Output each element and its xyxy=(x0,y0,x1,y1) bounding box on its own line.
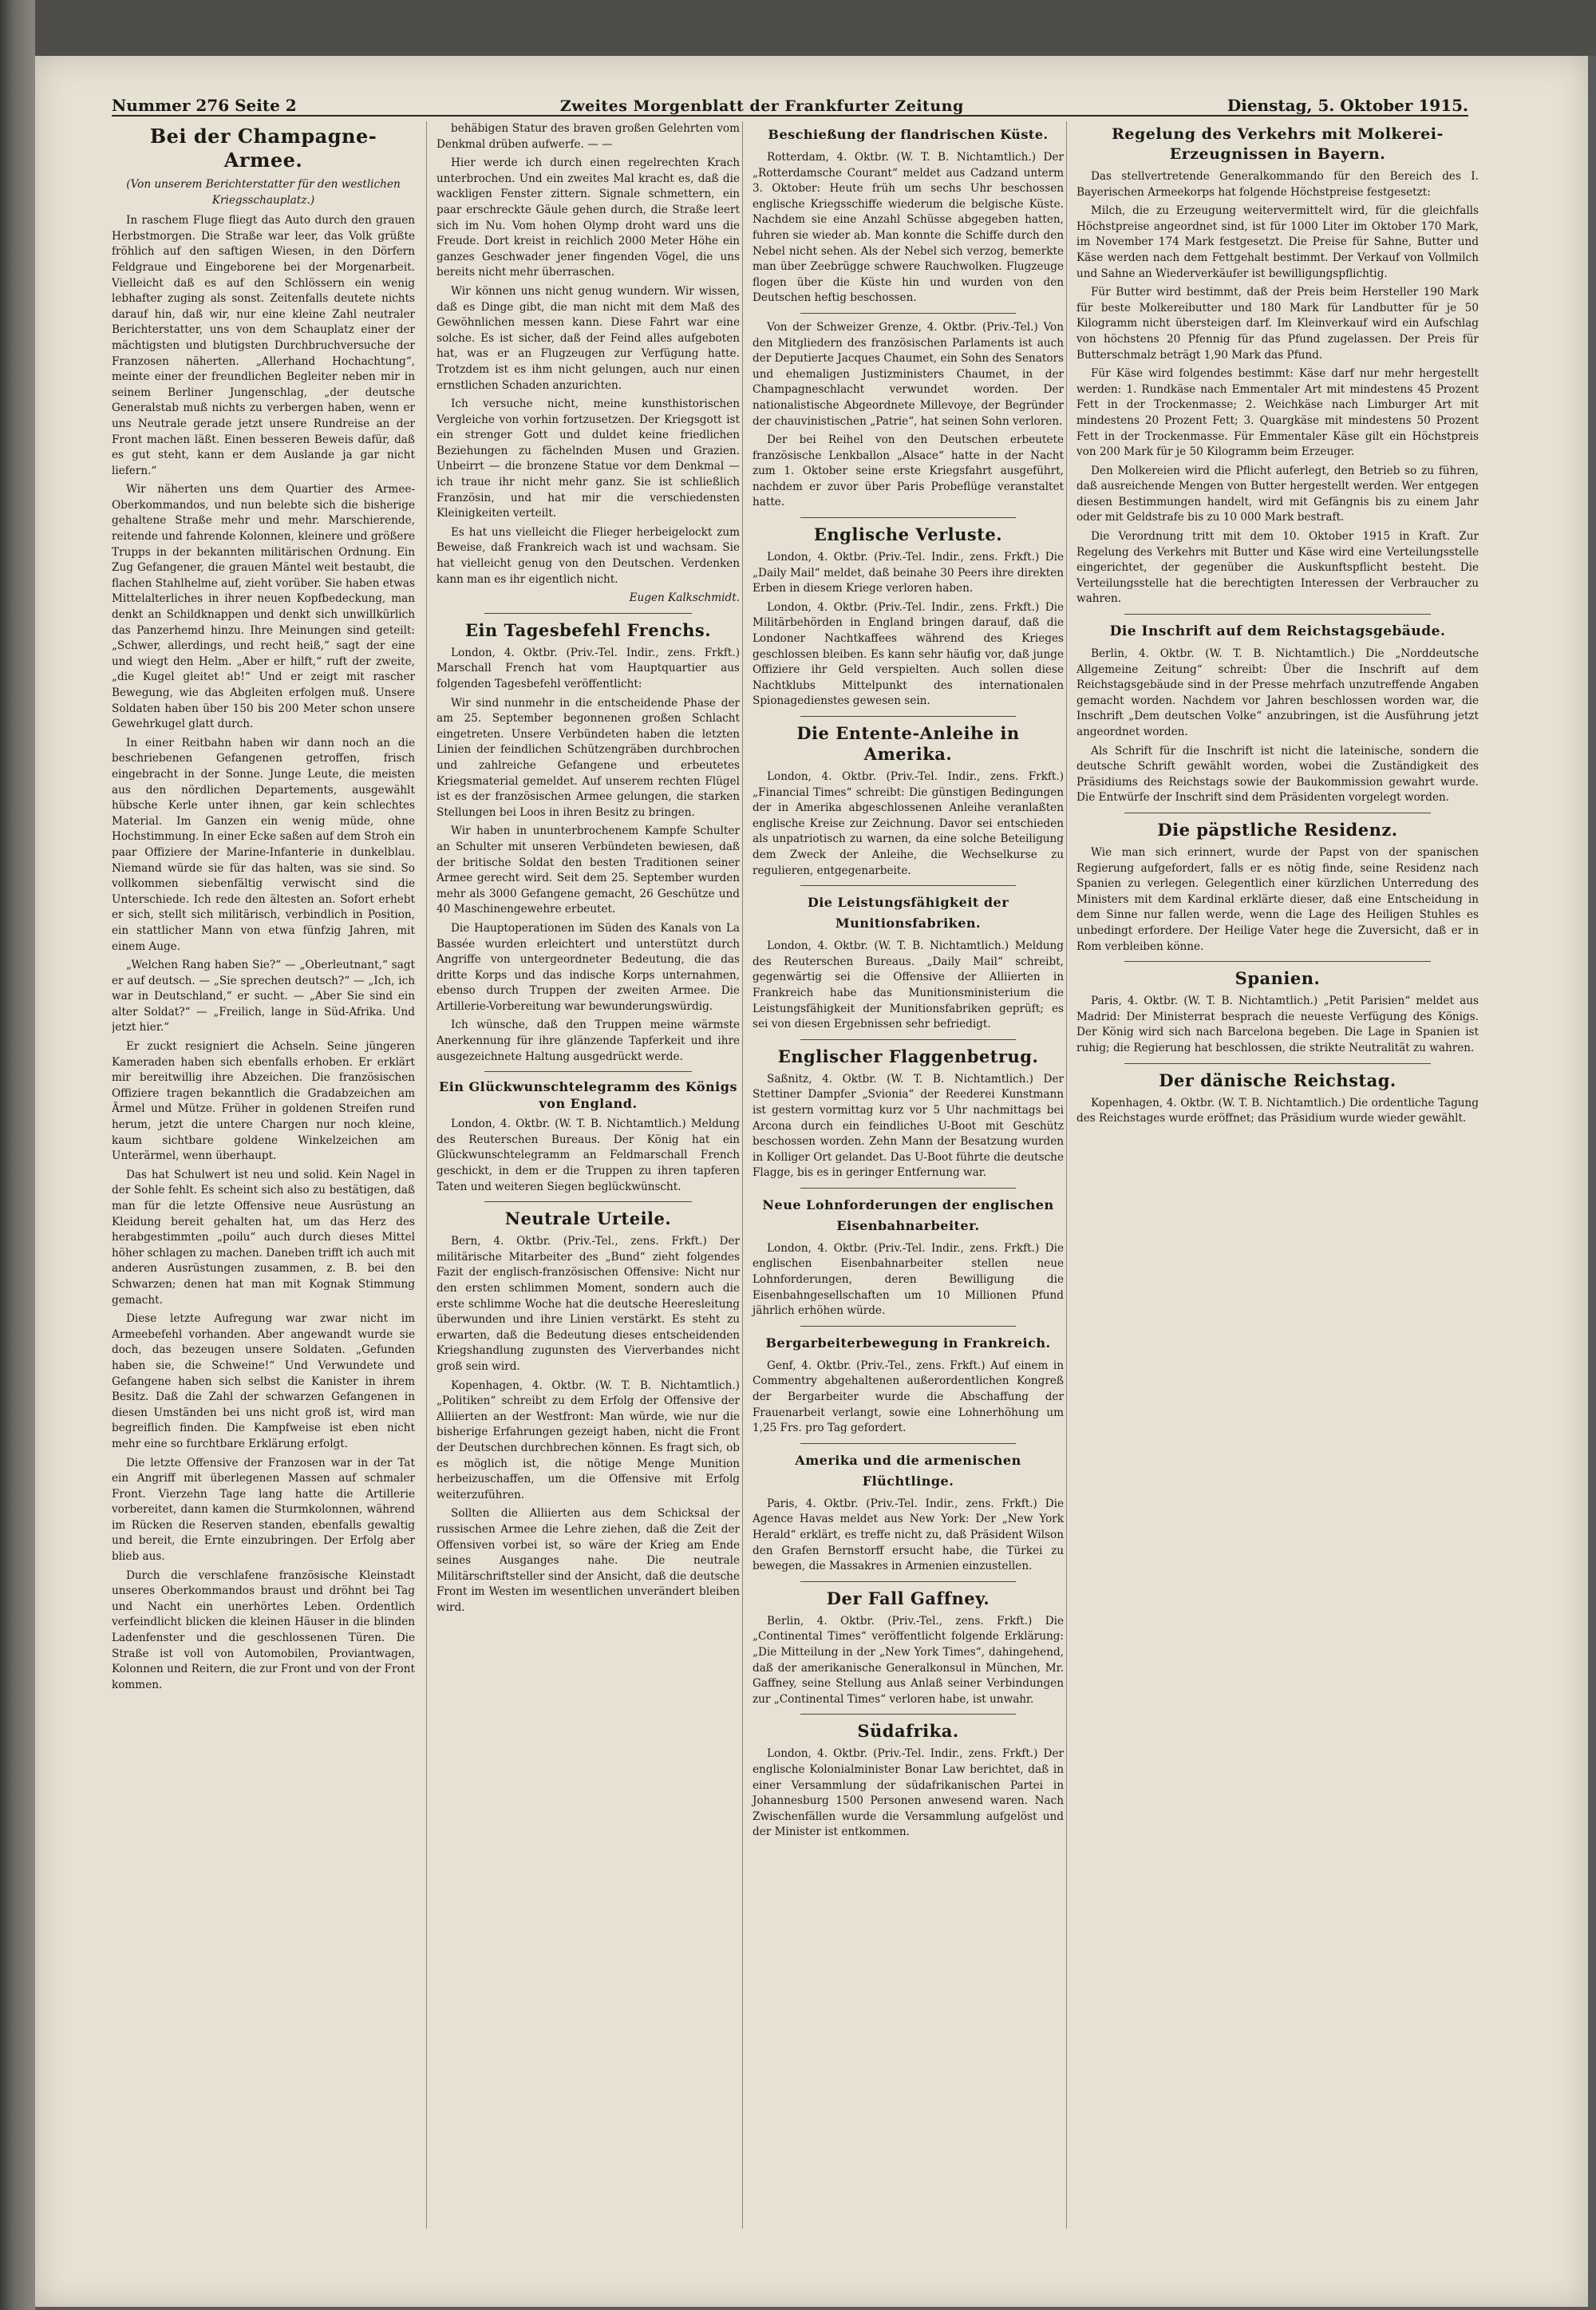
article-subtitle: (Von unserem Berichterstatter für den westlichen Kriegsschauplatz.) xyxy=(126,178,401,207)
column-4 xyxy=(1066,121,1479,2229)
paragraph: Die Verordnung tritt mit dem 10. Oktober 1915 in Kraft. Zur Regelung des Verkehrs mit Butter und Käse wird eine Verteilungsstelle eingerichtet, der gegenüber die Auskunftspflicht besteht. Die Verteilungsstelle hat die berechtigten Interessen der Verbraucher zu wahren. xyxy=(1077,530,1479,606)
page-number: Nummer 276 Seite 2 xyxy=(112,96,297,115)
article-title: Die Entente-Anleihe in Amerika. xyxy=(796,723,1020,764)
article-title: Südafrika. xyxy=(857,1721,959,1742)
paragraph: Berlin, 4. Oktbr. (Priv.-Tel., zens. Frkft.) Die „Continental Times“ veröffentlicht folgende Erklärung: „Die Mitteilung in der „New York Times“, dahingehend, daß der amerikanische Generalkonsul in München, Mr. Gaffney, seine Stellung aus Anlaß seiner Verbindungen zur „Continental Times“ verloren habe, ist unwahr. xyxy=(753,1614,1064,1706)
divider xyxy=(800,517,1016,518)
divider xyxy=(800,716,1016,717)
divider xyxy=(800,885,1016,886)
masthead: Zweites Morgenblatt der Frankfurter Zeitung xyxy=(559,97,964,115)
divider xyxy=(484,613,692,614)
divider xyxy=(800,1326,1016,1327)
article-title: Neutrale Urteile. xyxy=(504,1208,672,1229)
paragraph: London, 4. Oktbr. (Priv.-Tel. Indir., zens. Frkft.) Marschall French hat vom Hauptquartier aus folgenden Tagesbefehl veröffentlicht: xyxy=(437,646,740,690)
article-title: Bergarbeiterbewegung in Frankreich. xyxy=(765,1335,1051,1351)
paragraph: Saßnitz, 4. Oktbr. (W. T. B. Nichtamtlich.) Der Stettiner Dampfer „Svionia“ der Reederei Kunstmann ist gestern vormittag kurz vor 5 Uhr nachmittags bei Arcona durch ein feindliches U-Boot mit Geschütz beschossen worden. Zehn Mann der Besatzung wurden in Kolliger Ort gelandet. Das U-Boot führte die deutsche Flagge, bis es in geringer Entfernung war. xyxy=(753,1072,1064,1180)
paragraph: Milch, die zu Erzeugung weitervermittelt wird, für die gleichfalls Höchstpreise angeordnet sind, ist für 1000 Liter im Oktober 170 Mark, im November 174 Mark festgesetzt. Die Preise für Sahne, Butter und Käse werden nach dem Fettgehalt bestimmt. Der Verkauf von Vollmilch und Sahne an Wiederverkäufer ist bewilligungspflichtig. xyxy=(1077,204,1479,280)
paragraph: Wir können uns nicht genug wundern. Wir wissen, daß es Dinge gibt, die man nicht mit dem Maß des Gewöhnlichen messen kann. Diese Fahrt war eine solche. Es ist sicher, daß der Feind alles aufgeboten hat, was er an Flugzeugen zur Verfügung hatte. Trotzdem ist es ihm nicht gelungen, auch nur einen ernstlichen Schaden anzurichten. xyxy=(437,284,740,392)
article-title: Spanien. xyxy=(1235,968,1321,989)
article-title: Beschießung der flandrischen Küste. xyxy=(768,127,1049,142)
paragraph: Das stellvertretende Generalkommando für den Bereich des I. Bayerischen Armeekorps hat folgende Höchstpreise festgesetzt: xyxy=(1077,170,1479,199)
paragraph: Durch die verschlafene französische Kleinstadt unseres Oberkommandos braust und dröhnt bei Tag und Nacht ein unerhörtes Leben. Ordentlich verfeindlicht blicken die kleinen Häuser in die blinden Ladenfenster und die geschlossenen Türen. Die Straße ist voll von Automobilen, Proviantwagen, Kolonnen und Reitern, die zur Front und von der Front kommen. xyxy=(112,1568,415,1691)
paragraph: Die letzte Offensive der Franzosen war in der Tat ein Angriff mit überlegenen Massen auf schmaler Front. Vierzehn Tage lang hatte die Artillerie vorbereitet, dann kamen die Sturmkolonnen, während im Rücken die Reserven standen, ebenfalls gewaltig und bereit, die Ernte einzubringen. Der Erfolg aber blieb aus. xyxy=(112,1456,415,1564)
paragraph: Für Käse wird folgendes bestimmt: Käse darf nur mehr hergestellt werden: 1. Rundkäse nach Emmentaler Art mit mindestens 45 Prozent Fett in der Trockenmasse; 2. Weichkäse nach Limburger Art mit mindestens 20 Prozent Fett; 3. Quargkäse mit mindestens 50 Prozent Fett in der Trockenmasse. Für Emmentaler Käse gilt ein Höchstpreis von 200 Mark für je 50 Kilogramm beim Erzeuger. xyxy=(1077,367,1479,459)
divider xyxy=(1124,961,1431,962)
divider xyxy=(1124,1063,1431,1064)
paragraph: behäbigen Statur des braven großen Gelehrten vom Denkmal drüben aufwerfe. — — xyxy=(437,122,740,151)
article-title: Amerika und die armenischen Flüchtlinge. xyxy=(795,1452,1021,1489)
divider xyxy=(800,1714,1016,1715)
divider xyxy=(800,1443,1016,1444)
article-title: Die päpstliche Residenz. xyxy=(1157,819,1398,840)
article-title: Bei der Champagne-Armee. xyxy=(149,125,377,172)
paragraph: Diese letzte Aufregung war zwar nicht im Armeebefehl vorhanden. Aber angewandt wurde sie doch, das bezeugen unsere Soldaten. „Gefunden haben sie, die Schweine!“ Und Verwundete und Gefangene haben sich selbst die Kanister in ihrem Besitz. Daß die Zahl der schwarzen Gefangenen in diesen Umständen bei uns nicht groß ist, wird man begreiflich finden. Die Kampfweise ist eben nicht mehr eine so furchtbare Erklärung erfolgt. xyxy=(112,1312,415,1450)
paragraph: Das hat Schulwert ist neu und solid. Kein Nagel in der Sohle fehlt. Es scheint sich also zu bestätigen, daß man für die letzte Offensive neue Ausrüstung an Kleidung bereit gehalten hat, um das Herz des herabgestimmten „poilu“ auch durch dieses Mittel höher schlagen zu machen. Daneben trifft ich auch mit anderen Ausrüstungen zusammen, z. B. bei den Schwarzen; denen hat man mit Kognak Stimmung gemacht. xyxy=(112,1168,415,1307)
paragraph: Hier werde ich durch einen regelrechten Krach unterbrochen. Und ein zweites Mal kracht es, daß die wackligen Fenster zittern. Signale schmettern, ein paar erschreckte Gäule gehen durch, die Straße leert sich im Nu. Vom hohen Olymp droht ward uns die Freude. Dort kreist in reichlich 2000 Meter Höhe ein ganzes Geschwader jener fingenden Vögel, die uns bereits nicht mehr überraschen. xyxy=(437,156,740,279)
paragraph: Der bei Reihel von den Deutschen erbeutete französische Lenkballon „Alsace“ hatte in der Nacht zum 1. Oktober seine erste Kriegsfahrt ausgeführt, nachdem er zuvor über Paris Probeflüge veranstaltet hatte. xyxy=(753,433,1064,509)
article-title: Ein Tagesbefehl Frenchs. xyxy=(464,619,712,640)
paragraph: „Welchen Rang haben Sie?“ — „Oberleutnant,“ sagt er auf deutsch. — „Sie sprechen deutsch?“ — „Ich, ich war in Deutschland,“ er sucht. — „Aber Sie sind ein alter Soldat?“ — „Freilich, lange in Süd-Afrika. Und jetzt hier.“ xyxy=(112,959,415,1034)
paragraph: In raschem Fluge fliegt das Auto durch den grauen Herbstmorgen. Die Straße war leer, das Volk grüßte fröhlich auf den saftigen Wiesen, in den Dörfern Feldgraue und Eingeborene bei der Morgenarbeit. Vielleicht daß es auf den Schlössern ein wenig lebhafter zuging als sonst. Zeitenfalls deutete nichts darauf hin, daß wir, nur eine kleine Zahl neutraler Berichterstatter, uns von dem Schauplatz einer der mächtigsten und blutigsten Durchbruchversuche der Franzosen näherten. „Allerhand Hochachtung“, meinte einer der freundlichen Begleiter neben mir in seinem Berliner Jungenschlag, „der deutsche Generalstab muß nichts zu verbergen haben, wenn er uns Neutrale gerade jetzt unsere Rundreise an der Front machen läßt. Einen besseren Beweis dafür, daß es gut steht, kann er dem Auslande ja gar nicht liefern.“ xyxy=(112,214,415,477)
article-title: Regelung des Verkehrs mit Molkerei-Erzeugnissen in Bayern. xyxy=(1112,125,1444,163)
paragraph: Paris, 4. Oktbr. (W. T. B. Nichtamtlich.) „Petit Parisien“ meldet aus Madrid: Der Ministerrat besprach die neueste Verfügung des Königs. Der König wird sich nach Barcelona begeben. Die Lage in Spanien ist ruhig; die Regierung hat beschlossen, die strikte Neutralität zu wahren. xyxy=(1077,995,1479,1054)
book-spine xyxy=(0,0,35,2310)
column-3 xyxy=(742,121,1064,2229)
paragraph: Wir sind nunmehr in die entscheidende Phase der am 25. September begonnenen großen Schlacht eingetreten. Unsere Verbündeten haben die letzten Linien der feindlichen Schützengräben durchbrochen und zahlreiche Gefangene und erbeutetes Kriegsmaterial gemeldet. Auf unserem rechten Flügel ist es der französischen Armee gelungen, die starken Stellungen bei Loos in ihren Besitz zu bringen. xyxy=(437,696,740,819)
paragraph: Es hat uns vielleicht die Flieger herbeigelockt zum Beweise, daß Frankreich wach ist und wachsam. Sie hat vielleicht genug von den Deutschen. Verdenken kann man es ihr eigentlich nicht. xyxy=(437,525,740,586)
paragraph: Berlin, 4. Oktbr. (W. T. B. Nichtamtlich.) Die „Norddeutsche Allgemeine Zeitung“ schreibt: Über die Inschrift auf dem Reichstagsgebäude sind in der Presse mehrfach unzutreffende Angaben gemacht worden. Nachdem vor Jahren beschlossen worden war, die Inschrift „Dem deutschen Volke“ anzubringen, ist die Ausführung jetzt angeordnet worden. xyxy=(1077,647,1479,738)
paragraph: Für Butter wird bestimmt, daß der Preis beim Hersteller 190 Mark für beste Molkereibutter und 180 Mark für Landbutter für je 50 Kilogramm nicht übersteigen darf. Im Kleinverkauf wird ein Aufschlag von höchstens 20 Pfennig für das Pfund zugelassen. Der Preis für Butterschmalz beträgt 1,90 Mark das Pfund. xyxy=(1077,286,1479,362)
paragraph: London, 4. Oktbr. (W. T. B. Nichtamtlich.) Meldung des Reuterschen Bureaus. Der König hat ein Glückwunschtelegramm an Feldmarschall French geschickt, in dem er die Truppen zu ihren tapferen Taten und weiteren Siegen beglückwünscht. xyxy=(437,1117,740,1193)
paragraph: Wie man sich erinnert, wurde der Papst von der spanischen Regierung aufgefordert, falls er es nötig finde, seine Residenz nach Spanien zu verlegen. Gelegentlich einer kürzlichen Unterredung des Ministers mit dem Kardinal erklärte dieser, daß eine Entscheidung in dem Sinne nur fallen werde, wenn die Lage des Heiligen Stuhles es unbedingt erfordere. Der Heilige Vater hege die Zuversicht, daß er in Rom verbleiben könne. xyxy=(1077,845,1479,953)
paragraph: Die Hauptoperationen im Süden des Kanals von La Bassée wurden erleichtert und unterstützt durch Angriffe von untergeordneter Bedeutung, die das dritte Korps und das indische Korps unternahmen, ebenso durch Truppen der zweiten Armee. Die Artillerie-Vorbereitung war bewunderungswürdig. xyxy=(437,921,740,1013)
article-title: Neue Lohnforderungen der englischen Eisenbahnarbeiter. xyxy=(762,1197,1054,1233)
columns xyxy=(112,121,1479,2229)
divider xyxy=(800,1039,1016,1040)
paragraph: Sollten die Alliierten aus dem Schicksal der russischen Armee die Lehre ziehen, daß die Zeit der Offensiven vorbei ist, so wäre der Krieg am Ende seines Ausganges nahe. Die neutrale Militärschriftsteller sind der Ansicht, daß die deutsche Front im Westen im wesentlichen unverändert bleiben wird. xyxy=(437,1507,740,1614)
paragraph: London, 4. Oktbr. (Priv.-Tel. Indir., zens. Frkft.) Die Militärbehörden in England bringen darauf, daß die Londoner Nachtkaffees während des Krieges geschlossen bleiben. Es kann sehr häufig vor, daß junge Offiziere ihr Geld verspielten. Auch sollen diese Nachtklubs Mittelpunkt des internationalen Spionagedienstes gewesen sein. xyxy=(753,600,1064,708)
article-title: Ein Glückwunschtelegramm des Königs von England. xyxy=(439,1079,737,1112)
divider xyxy=(1124,614,1431,615)
article-title: Englischer Flaggenbetrug. xyxy=(777,1046,1039,1066)
article-title: Die Leistungsfähigkeit der Munitionsfabriken. xyxy=(807,895,1009,932)
paragraph: Ich wünsche, daß den Truppen meine wärmste Anerkennung für ihre glänzende Tapferkeit und ihre ausgezeichnete Haltung ausgedrückt werde. xyxy=(437,1019,740,1063)
divider xyxy=(800,313,1016,314)
column-2 xyxy=(426,121,740,2229)
paragraph: Den Molkereien wird die Pflicht auferlegt, den Betrieb so zu führen, daß ausreichende Mengen von Butter hergestellt werden. Wer entgegen diesen Bestimmungen handelt, wird mit Gefängnis bis zu einem Jahr oder mit Geldstrafe bis zu 10 000 Mark bestraft. xyxy=(1077,464,1479,524)
article-title: Der dänische Reichstag. xyxy=(1159,1070,1396,1090)
paragraph: Kopenhagen, 4. Oktbr. (W. T. B. Nichtamtlich.) Die ordentliche Tagung des Reichstages wurde eröffnet; das Präsidium wurde wieder gewählt. xyxy=(1077,1096,1479,1125)
scan-top-margin xyxy=(35,0,1596,56)
column-1 xyxy=(112,121,415,2229)
paragraph: Er zuckt resigniert die Achseln. Seine jüngeren Kameraden haben sich ebenfalls erhoben. Er erklärt mir bereitwillig ihre Abzeichen. Die französischen Offiziere tragen bekanntlich die Gradabzeichen am Ärmel und Mütze. Früher in goldenen Streifen rund herum, jetzt die untere Chargen nur noch kleine, kaum sichtbare goldene Winkelzeichen am Unterärmel, wenn überhaupt. xyxy=(112,1040,415,1163)
paragraph: Rotterdam, 4. Oktbr. (W. T. B. Nichtamtlich.) Der „Rotterdamsche Courant“ meldet aus Cadzand unterm 3. Oktober: Heute früh um sechs Uhr beschossen englische Kriegsschiffe wiederum die belgische Küste. Nachdem sie eine Anzahl Schüsse abgegeben hatten, fuhren sie wieder ab. Man konnte die Schiffe durch den Nebel nicht sehen. Als der Nebel sich verzog, bemerkte man über Zeebrügge schwere Rauchwolken. Flugzeuge flogen über die Küste hin und wurden von den Deutschen heftig beschossen. xyxy=(753,151,1064,305)
article-title: Die Inschrift auf dem Reichstagsgebäude. xyxy=(1109,623,1446,640)
divider xyxy=(484,1201,692,1202)
paragraph: London, 4. Oktbr. (Priv.-Tel. Indir., zens. Frkft.) „Financial Times“ schreibt: Die günstigen Bedingungen der in Amerika abgeschlossenen Anleihe veranlaßten englische Kreise zur Zeichnung. Davor sei entschieden als unpatriotisch zu warnen, da eine solche Beteiligung dem Zweck der Anleihe, die Wechselkurse zu regulieren, entgegenarbeite. xyxy=(753,770,1064,877)
paragraph: London, 4. Oktbr. (Priv.-Tel. Indir., zens. Frkft.) Der englische Kolonialminister Bonar Law berichtet, daß in einer Versammlung der südafrikanischen Partei in Johannesburg 1500 Personen anwesend waren. Nach Zwischenfällen wurde die Versammlung aufgelöst und der Minister ist entkommen. xyxy=(753,1747,1064,1839)
author-signature: Eugen Kalkschmidt. xyxy=(629,591,740,605)
paragraph: Genf, 4. Oktbr. (Priv.-Tel., zens. Frkft.) Auf einem in Commentry abgehaltenen außerordentlichen Kongreß der Bergarbeiter wurde die Abschaffung der Frauenarbeit verlangt, sowie eine Lohnerhöhung um 1,25 Frs. pro Tag gefordert. xyxy=(753,1359,1064,1435)
article-title: Der Fall Gaffney. xyxy=(826,1588,990,1608)
paragraph: Wir näherten uns dem Quartier des Armee-Oberkommandos, und nun belebte sich die bisherige gehaltene Straße mehr und mehr. Marschierende, reitende und fahrende Kolonnen, kleinere und größere Trupps in der bekannten militärischen Ordnung. Ein Zug Gefangener, die grauen Mäntel weit bestaubt, die flachen Stahlhelme auf, zieht vorüber. Sie haben etwas Mittelalterliches in ihrer neuen Kopfbedeckung, man denkt an Schildknappen und denkt sich unwillkürlich das Panzerhemd hinzu. Ihre Meinungen sind geteilt: „Schwer, allerdings, und recht heiß,“ sagt der eine und wiegt den Helm. „Aber er hilft,“ ruft der zweite, „die Kugel gleitet ab!“ Und er zeigt mit rascher Bewegung, wie das Abgleiten erfolgen muß. Unsere Soldaten haben über 150 bis 200 Meter schon unsere Gewehrkugel glatt durch. xyxy=(112,483,415,731)
paragraph: Kopenhagen, 4. Oktbr. (W. T. B. Nichtamtlich.) „Politiken“ schreibt zu dem Erfolg der Offensive der Alliierten an der Westfront: Man würde, wie nur die bisherige Erfahrungen gezeigt haben, nicht die Front der Deutschen durchbrechen können. Es fragt sich, ob es möglich ist, die nötige Menge Munition herbeizuschaffen, um die Offensive mit Erfolg weiterzuführen. xyxy=(437,1378,740,1501)
issue-date: Dienstag, 5. Oktober 1915. xyxy=(1227,96,1468,115)
paragraph: London, 4. Oktbr. (Priv.-Tel. Indir., zens. Frkft.) Die englischen Eisenbahnarbeiter stellen neue Lohnforderungen, deren Bewilligung die Eisenbahngesellschaften um 10 Millionen Pfund jährlich erhöhen würde. xyxy=(753,1241,1064,1318)
article-title: Englische Verluste. xyxy=(813,524,1003,545)
paragraph: Bern, 4. Oktbr. (Priv.-Tel., zens. Frkft.) Der militärische Mitarbeiter des „Bund“ zieht folgendes Fazit der englisch-französischen Offensive: Nicht nur den ersten schlimmen Moment, sondern auch die erste schlimme Woche hat die deutsche Heeresleitung überwunden und ihre Linien verstärkt. Es steht zu erwarten, daß die Bedeutung dieses entscheidenden Kriegshandlung zugunsten des Vierverbandes nicht groß sein wird. xyxy=(437,1235,740,1373)
paragraph: Paris, 4. Oktbr. (Priv.-Tel. Indir., zens. Frkft.) Die Agence Havas meldet aus New York: Der „New York Herald“ erklärt, es treffe nicht zu, daß Präsident Wilson den Grafen Bernstorff ersucht habe, die Türkei zu bewegen, die Massakres in Armenien einzustellen. xyxy=(753,1497,1064,1573)
divider xyxy=(800,1581,1016,1582)
paragraph: Als Schrift für die Inschrift ist nicht die lateinische, sondern die deutsche Schrift gewählt worden, wobei die Zuständigkeit des Präsidiums des Reichstags sowie der Baukommission gewahrt wurde. Die Entwürfe der Inschrift sind dem Präsidenten vorgelegt worden. xyxy=(1077,744,1479,805)
paragraph: Ich versuche nicht, meine kunsthistorischen Vergleiche von vorhin fortzusetzen. Der Kriegsgott ist ein strenger Gott und duldet keine friedlichen Beziehungen zu fächelnden Musen und Grazien. Unbeirrt — die bronzene Statue vor dem Denkmal — ich traue ihr nicht mehr ganz. Sie ist schließlich Französin, und hat mir die verschiedensten Kleinigkeiten verteilt. xyxy=(437,398,740,520)
paragraph: London, 4. Oktbr. (W. T. B. Nichtamtlich.) Meldung des Reuterschen Bureaus. „Daily Mail“ schreibt, gegenwärtig sei die Offensive der Alliierten in Frankreich habe das Munitionsministerium die Leistungsfähigkeit der Munitionsfabriken geprüft; es sei von diesen Ergebnissen sehr befriedigt. xyxy=(753,939,1064,1031)
paragraph: Von der Schweizer Grenze, 4. Oktbr. (Priv.-Tel.) Von den Mitgliedern des französischen Parlaments ist auch der Deputierte Jacques Chaumet, ein Sohn des Senators und ehemaligen Justizministers Chaumet, in der Champagneschlacht verwundet worden. Der nationalistische Abgeordnete Millevoye, der Begründer der chauvinistischen „Patrie“, hat seinen Sohn verloren. xyxy=(753,320,1064,428)
paragraph: Wir haben in ununterbrochenem Kampfe Schulter an Schulter mit unseren Verbündeten bewiesen, daß der britische Soldat den besten Traditionen seiner Armee gerecht wird. Seit dem 25. September wurden mehr als 3000 Gefangene gemacht, 26 Geschütze und 40 Maschinengewehre erbeutet. xyxy=(437,825,740,916)
paragraph: London, 4. Oktbr. (Priv.-Tel. Indir., zens. Frkft.) Die „Daily Mail“ meldet, daß beinahe 30 Peers ihre direkten Erben in diesem Kriege verloren haben. xyxy=(753,551,1064,595)
divider xyxy=(484,1071,692,1072)
divider xyxy=(800,1188,1016,1189)
paragraph: In einer Reitbahn haben wir dann noch an die beschriebenen Gefangenen getroffen, frisch eingebracht in der Sonne. Junge Leute, die meisten aus den nördlichen Departements, ausgewählt hübsche Kerle unter ihnen, gar kein schlechtes Material. Im Ganzen ein wenig müde, ohne Hochstimmung. In einer Ecke saßen auf dem Stroh ein paar Offiziere der Marine-Infanterie in dunkelblau. Niemand würde sie für das halten, was sie sind. So vollkommen siebenfältig verwischt sind die Unterschiede. Ich rede den ältesten an. Sofort erhebt er sich, stellt sich militärisch, verbindlich in Position, ein stattlicher Mann von etwa fünfzig Jahren, mit einem Auge. xyxy=(112,736,415,953)
running-head xyxy=(112,83,1468,117)
